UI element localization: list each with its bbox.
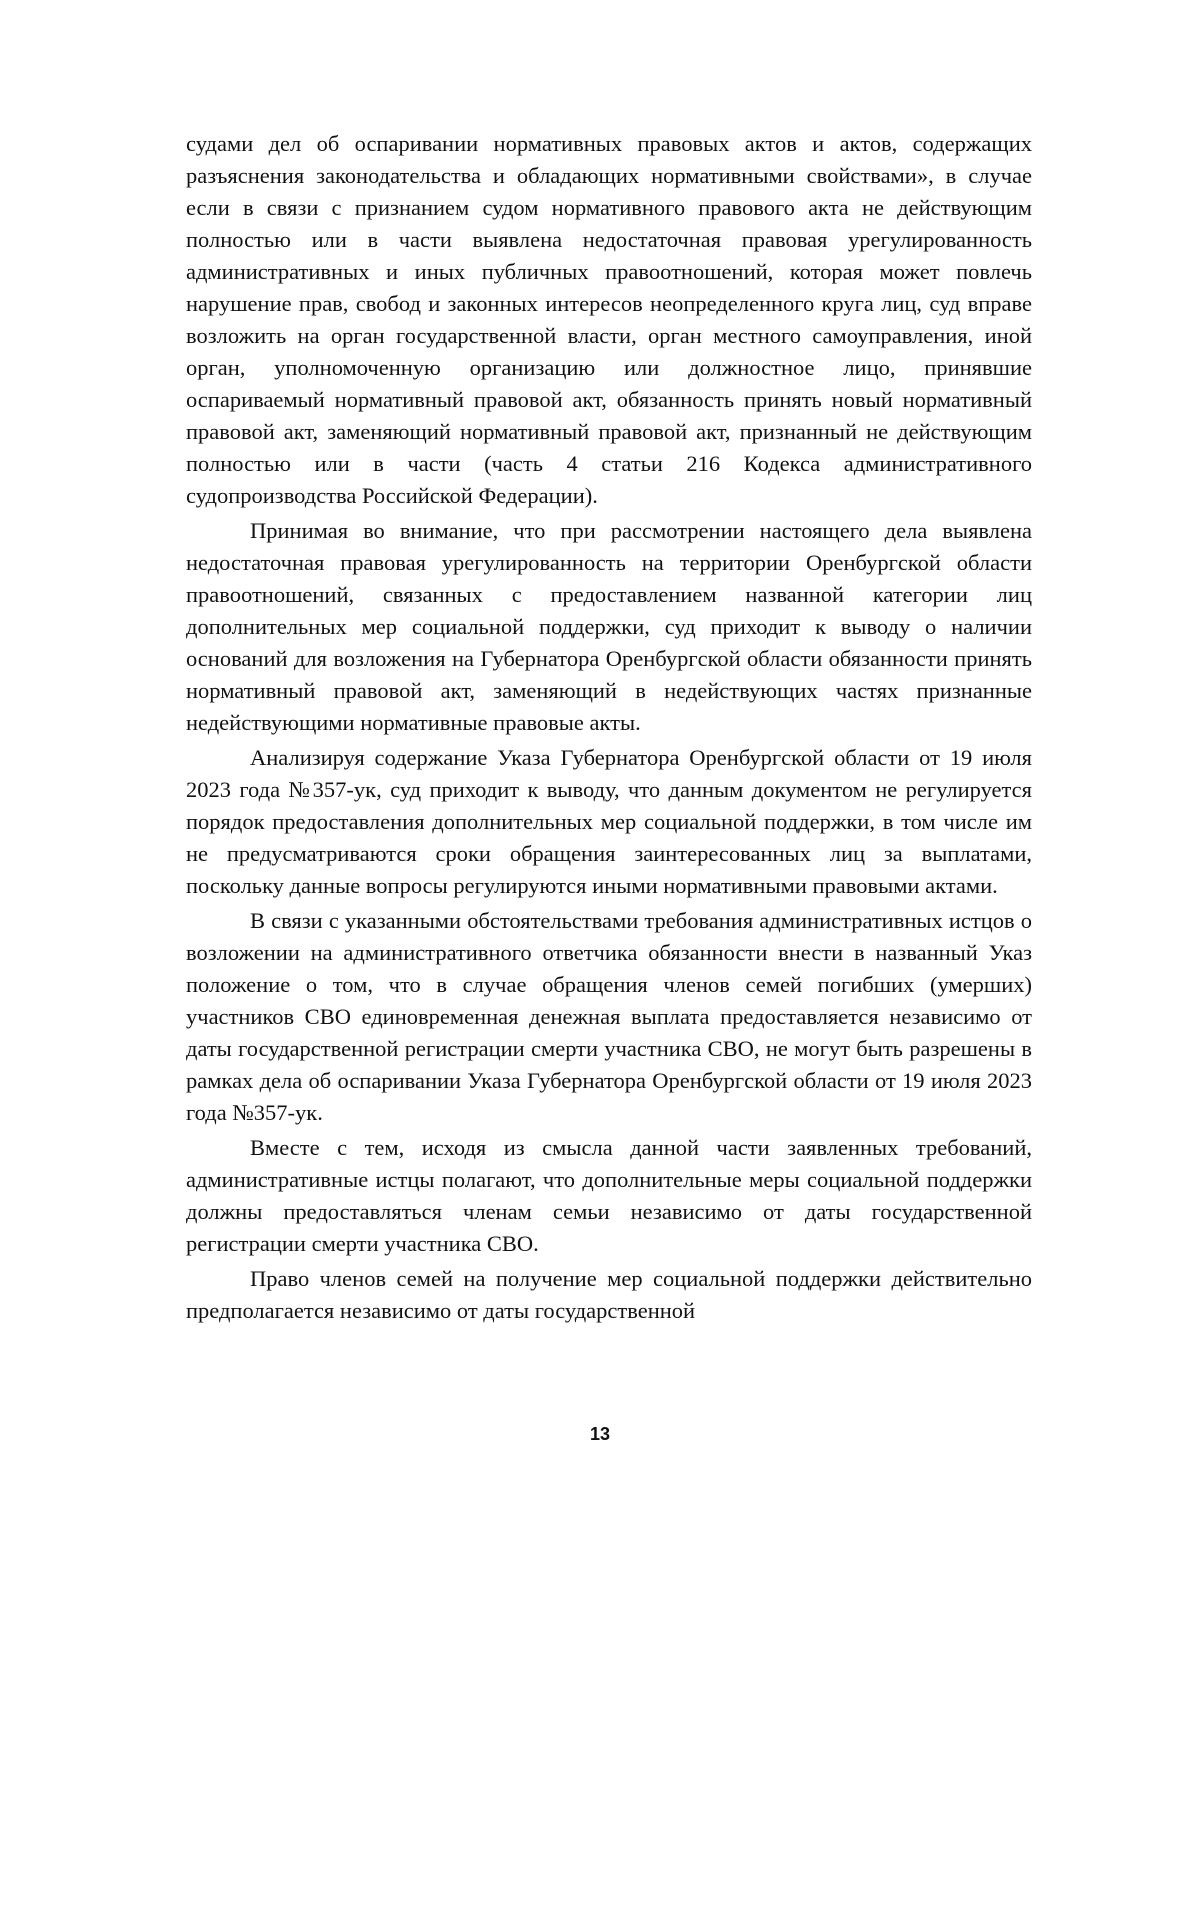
- paragraph-6: Право членов семей на получение мер социальной поддержки действительно предполагается независимо от даты государственной: [186, 1266, 1032, 1323]
- paragraph-4: В связи с указанными обстоятельствами требования административных истцов о возложении на административного ответчика обязанности внести в названный Указ положение о том, что в случае обращения членов семей погибших (умерших) участников СВО единовременная денежная выплата предоставляется независимо от даты государственной регистрации смерти участника СВО, не могут быть разрешены в рамках дела об оспаривании Указа Губернатора Оренбургской области от 19 июля 2023 года №357-ук.: [186, 908, 1032, 1125]
- paragraph-5: Вместе с тем, исходя из смысла данной части заявленных требований, административные истцы полагают, что дополнительные меры социальной поддержки должны предоставляться членам семьи независимо от даты государственной регистрации смерти участника СВО.: [186, 1135, 1032, 1256]
- paragraph-3: Анализируя содержание Указа Губернатора Оренбургской области от 19 июля 2023 года №357-ук, суд приходит к выводу, что данным документом не регулируется порядок предоставления дополнительных мер социальной поддержки, в том числе им не предусматриваются сроки обращения заинтересованных лиц за выплатами, поскольку данные вопросы регулируются иными нормативными правовыми актами.: [186, 745, 1032, 898]
- paragraph-1: судами дел об оспаривании нормативных правовых актов и актов, содержащих разъяснения законодательства и обладающих нормативными свойствами», в случае если в связи с признанием судом нормативного правового акта не действующим полностью или в части выявлена недостаточная правовая урегулированность административных и иных публичных правоотношений, которая может повлечь нарушение прав, свобод и законных интересов неопределенного круга лиц, суд вправе возложить на орган государственной власти, орган местного самоуправления, иной орган, уполномоченную организацию или должностное лицо, принявшие оспариваемый нормативный правовой акт, обязанность принять новый нормативный правовой акт, заменяющий нормативный правовой акт, признанный не действующим полностью или в части (часть 4 статьи 216 Кодекса административного судопроизводства Российской Федерации).: [186, 131, 1032, 508]
- document-body: [186, 128, 1032, 1330]
- page-number: 13: [589, 1424, 611, 1444]
- paragraph-2: Принимая во внимание, что при рассмотрении настоящего дела выявлена недостаточная правовая урегулированность на территории Оренбургской области правоотношений, связанных с предоставлением названной категории лиц дополнительных мер социальной поддержки, суд приходит к выводу о наличии оснований для возложения на Губернатора Оренбургской области обязанности принять нормативный правовой акт, заменяющий в недействующих частях признанные недействующими нормативные правовые акты.: [186, 518, 1032, 735]
